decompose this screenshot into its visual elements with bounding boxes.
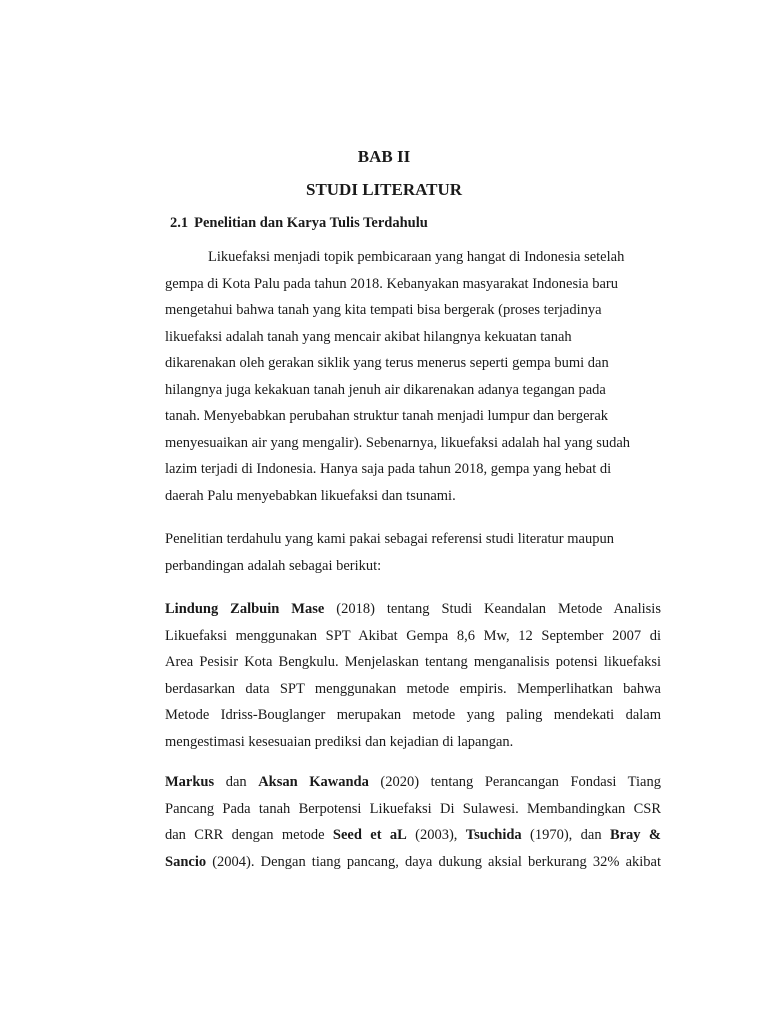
reference-name: Tsuchida bbox=[465, 827, 522, 843]
section-number: 2.1 bbox=[170, 215, 189, 231]
author-name: Markus bbox=[165, 774, 215, 790]
text-fragment: (1970), dan bbox=[521, 827, 610, 843]
text-line bbox=[165, 822, 661, 849]
text-line: mengetahui bahwa tanah yang kita tempati bisa bergerak (proses terjadinya bbox=[165, 302, 602, 318]
paragraph-references-intro bbox=[165, 526, 661, 579]
section-heading bbox=[170, 215, 428, 232]
author-name: Lindung Zalbuin Mase bbox=[165, 601, 325, 617]
text-fragment: (2004). Dengan tiang pancang, daya dukung aksial berkurang 32% akibat bbox=[206, 853, 661, 870]
text-line: perbandingan adalah sebagai berikut: bbox=[165, 557, 382, 574]
text-line: tanah. Menyebabkan perubahan struktur tanah menjadi lumpur dan bergerak bbox=[165, 408, 609, 424]
chapter-number: BAB II bbox=[357, 147, 411, 166]
text-line: menyesuaikan air yang mengalir). Sebenarnya, likuefaksi adalah hal yang sudah bbox=[165, 434, 631, 451]
reference-name: Bray & bbox=[609, 827, 661, 843]
text-line: gempa di Kota Palu pada tahun 2018. Kebanyakan masyarakat Indonesia baru bbox=[165, 275, 618, 292]
text-line: dikarenakan oleh gerakan siklik yang terus menerus seperti gempa bumi dan bbox=[165, 355, 609, 371]
text-line: Likuefaksi menjadi topik pembicaraan yang hangat di Indonesia setelah bbox=[208, 249, 625, 265]
text-fragment: dan bbox=[214, 774, 259, 790]
reference-name: Seed et aL bbox=[332, 827, 407, 843]
text-line: Metode Idriss-Bouglanger merupakan metode yang paling mendekati dalam bbox=[165, 707, 661, 723]
text-line: berdasarkan data SPT menggunakan metode empiris. Memperlihatkan bahwa bbox=[165, 680, 661, 697]
chapter-title: STUDI LITERATUR bbox=[305, 180, 463, 199]
text-fragment: dan CRR dengan metode bbox=[165, 827, 333, 843]
section-title: Penelitian dan Karya Tulis Terdahulu bbox=[194, 215, 428, 231]
text-line: hilangnya juga kekakuan tanah jenuh air dikarenakan adanya tegangan pada bbox=[165, 381, 606, 398]
paragraph-reference-mase bbox=[165, 596, 661, 755]
text-fragment: (2003), bbox=[406, 827, 466, 843]
text-fragment: (2020) tentang Perancangan Fondasi Tiang bbox=[368, 774, 661, 790]
text-line bbox=[165, 596, 661, 623]
text-line: daerah Palu menyebabkan likuefaksi dan tsunami. bbox=[165, 487, 456, 504]
text-line: likuefaksi adalah tanah yang mencair akibat hilangnya kekuatan tanah bbox=[165, 328, 572, 345]
paragraph-likuefaksi-intro bbox=[165, 244, 661, 509]
reference-name: Sancio bbox=[165, 853, 207, 870]
text-line: Penelitian terdahulu yang kami pakai sebagai referensi studi literatur maupun bbox=[165, 531, 614, 547]
text-line: mengestimasi kesesuaian prediksi dan kejadian di lapangan. bbox=[165, 733, 514, 750]
text-line: Pancang Pada tanah Berpotensi Likuefaksi Di Sulawesi. Membandingkan CSR bbox=[165, 800, 661, 817]
text-line: Likuefaksi menggunakan SPT Akibat Gempa 8,6 Mw, 12 September 2007 di bbox=[165, 627, 661, 644]
text-fragment: (2018) tentang Studi Keandalan Metode Analisis bbox=[324, 601, 661, 617]
text-line bbox=[165, 769, 661, 796]
text-line: Area Pesisir Kota Bengkulu. Menjelaskan tentang menganalisis potensi likuefaksi bbox=[165, 654, 661, 670]
text-line bbox=[165, 849, 661, 876]
paragraph-reference-markus bbox=[165, 769, 661, 875]
text-line: lazim terjadi di Indonesia. Hanya saja pada tahun 2018, gempa yang hebat di bbox=[165, 461, 612, 477]
author-name: Aksan Kawanda bbox=[258, 774, 369, 790]
